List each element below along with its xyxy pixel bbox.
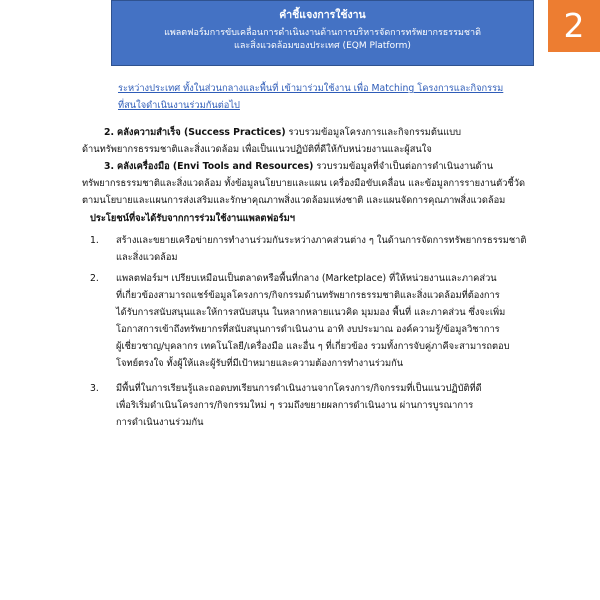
matching-link-line1[interactable]: ระหว่างประเทศ ทั้งในส่วนกลางและพื้นที่ เข้ามาร่วมใช้งาน เพื่อ Matching โครงการและกิจกรรม bbox=[118, 83, 504, 94]
item2-title: คลังความสำเร็จ (Success Practices) bbox=[116, 127, 286, 138]
item3-number: 3. bbox=[104, 161, 115, 172]
item3-title: คลังเครื่องมือ (Envi Tools and Resources) bbox=[116, 161, 314, 172]
benefit-1-number: 1. bbox=[90, 235, 99, 246]
header-banner bbox=[111, 0, 534, 66]
benefit-2-number: 2. bbox=[90, 273, 99, 284]
item3-text-line2: ทรัพยากรธรรมชาติและสิ่งแวดล้อม ทั้งข้อมูลนโยบายและแผน เครื่องมือขับเคลื่อน และข้อมูลการรายงานตัวชี้วัด bbox=[82, 178, 525, 189]
page-number-badge: 2 bbox=[548, 0, 600, 52]
item3-text-line3: ตามนโยบายและแผนการส่งเสริมและรักษาคุณภาพสิ่งแวดล้อมแห่งชาติ และแผนจัดการคุณภาพสิ่งแวดล้อม bbox=[82, 195, 506, 206]
benefit-1-line1: สร้างและขยายเครือข่ายการทำงานร่วมกันระหว่างภาคส่วนต่าง ๆ ในด้านการจัดการทรัพยากรธรรมชาติ bbox=[116, 235, 527, 246]
benefits-heading: ประโยชน์ที่จะได้รับจากการร่วมใช้งานแพลตฟอร์มฯ bbox=[90, 213, 295, 224]
benefit-2-line4: โอกาสการเข้าถึงทรัพยากรที่สนับสนุนการดำเนินงาน อาทิ งบประมาณ องค์ความรู้/ข้อมูลวิชาการ bbox=[116, 324, 500, 335]
benefit-1-line2: และสิ่งแวดล้อม bbox=[116, 252, 178, 263]
item2-text-line1: รวบรวมข้อมูลโครงการและกิจกรรมต้นแบบ bbox=[285, 127, 462, 138]
item2-text-line2: ด้านทรัพยากรธรรมชาติและสิ่งแวดล้อม เพื่อเป็นแนวปฏิบัติที่ดีให้กับหน่วยงานและผู้สนใจ bbox=[82, 144, 432, 155]
benefit-3-line2: เพื่อริเริ่มดำเนินโครงการ/กิจกรรมใหม่ ๆ รวมถึงขยายผลการดำเนินงาน ผ่านการบูรณาการ bbox=[116, 400, 474, 411]
benefit-2-line3: ได้รับการสนับสนุนและให้การสนับสนุน ในหลากหลายแนวคิด มุมมอง พื้นที่ และภาคส่วน ซึ่งจะเพิ่ม bbox=[116, 307, 506, 318]
header-title: คำชี้แจงการใช้งาน bbox=[279, 9, 366, 21]
item3-first-line bbox=[104, 160, 493, 174]
matching-link-line2[interactable]: ที่สนใจดำเนินงานร่วมกันต่อไป bbox=[118, 100, 240, 111]
benefit-3-line3: การดำเนินงานร่วมกัน bbox=[116, 417, 204, 428]
header-subtitle-line1: แพลตฟอร์มการขับเคลื่อนการดำเนินงานด้านการบริหารจัดการทรัพยากรธรรมชาติ bbox=[164, 28, 481, 38]
benefit-3-line1: มีพื้นที่ในการเรียนรู้และถอดบทเรียนการดำเนินงานจากโครงการ/กิจกรรมที่เป็นแนวปฏิบัติที่ดี bbox=[116, 383, 482, 394]
item2-number: 2. bbox=[104, 127, 115, 138]
item3-text-line1: รวบรวมข้อมูลที่จำเป็นต่อการดำเนินงานด้าน bbox=[313, 161, 494, 172]
benefit-2-line5: ผู้เชี่ยวชาญ/บุคลากร เทคโนโลยี/เครื่องมือ และอื่น ๆ ที่เกี่ยวข้อง รวมทั้งการจับคู่ภาคีจะสามารถตอบ bbox=[116, 341, 510, 352]
benefit-2-line6: โจทย์ตรงใจ ทั้งผู้ให้และผู้รับที่มีเป้าหมายและความต้องการทำงานร่วมกัน bbox=[116, 358, 404, 369]
item2-first-line bbox=[104, 126, 461, 140]
benefit-2-line2: ที่เกี่ยวข้องสามารถแชร์ข้อมูลโครงการ/กิจกรรมด้านทรัพยากรธรรมชาติและสิ่งแวดล้อมที่ต้องการ bbox=[116, 290, 500, 301]
benefit-2-line1: แพลตฟอร์มฯ เปรียบเหมือนเป็นตลาดหรือพื้นที่กลาง (Marketplace) ที่ให้หน่วยงานและภาคส่วน bbox=[116, 273, 497, 284]
benefit-3-number: 3. bbox=[90, 383, 99, 394]
header-subtitle-line2: และสิ่งแวดล้อมของประเทศ (EQM Platform) bbox=[234, 41, 411, 51]
